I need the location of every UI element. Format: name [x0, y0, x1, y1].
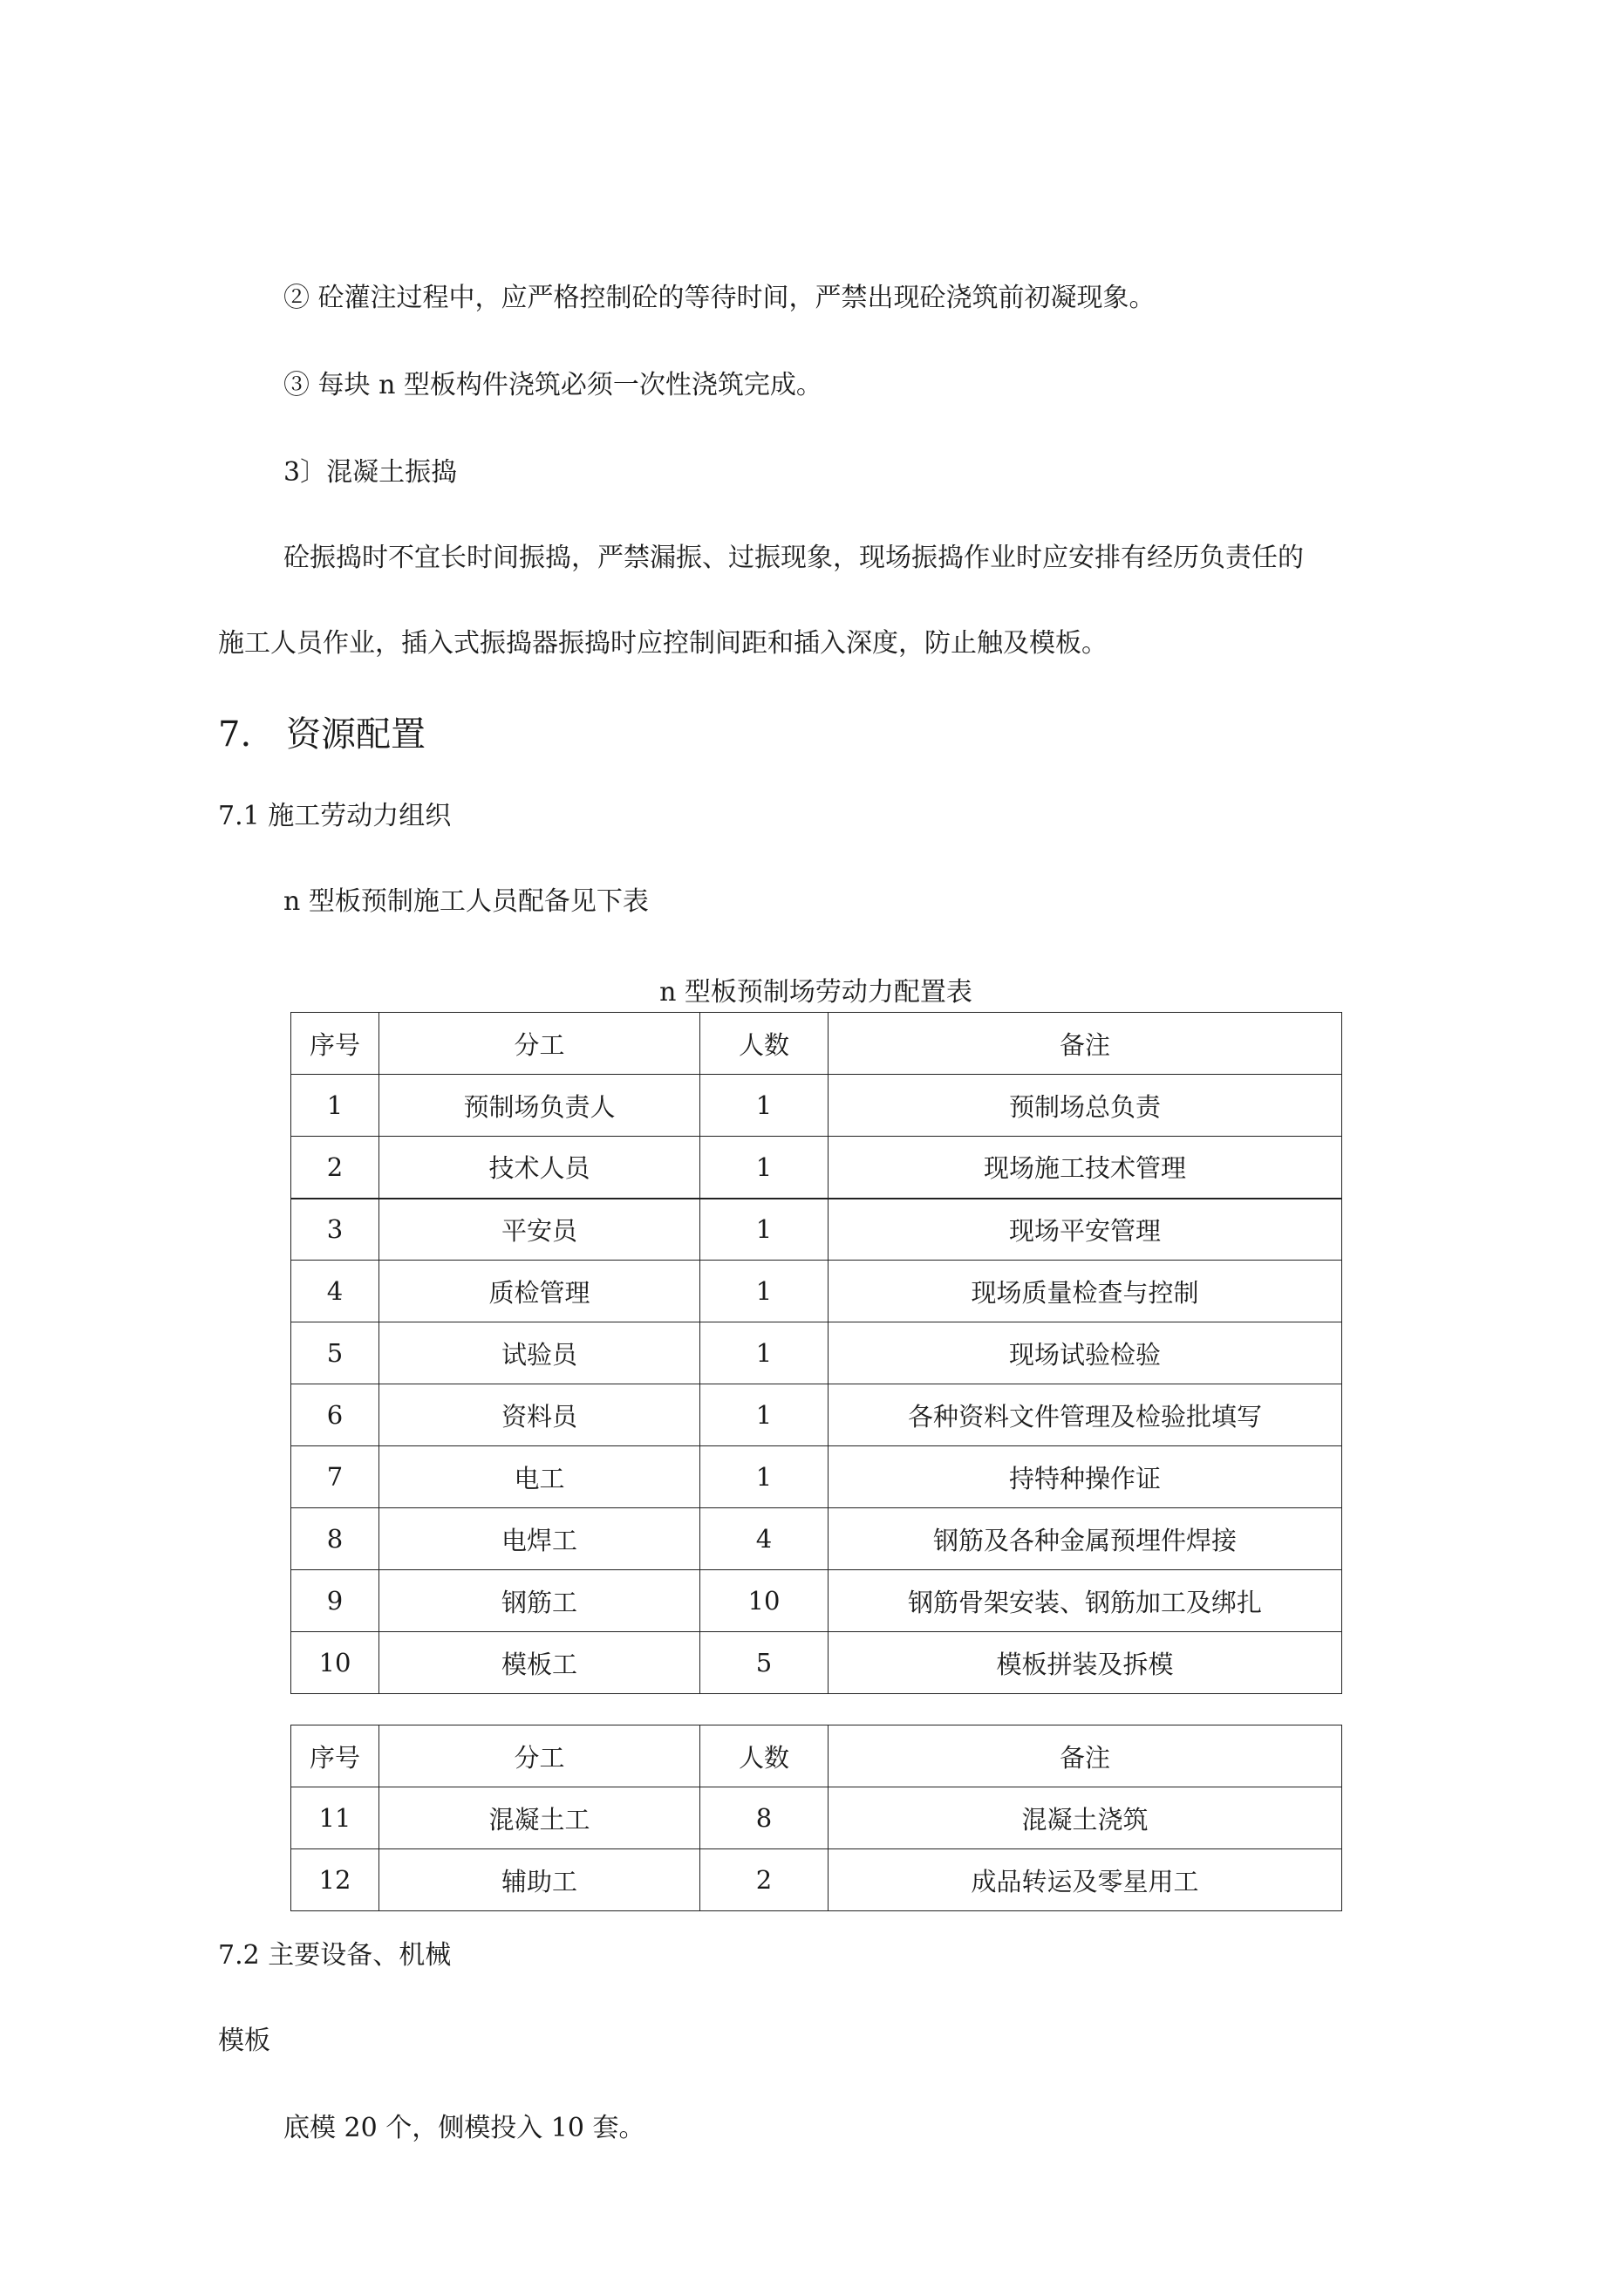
table-cell: 现场施工技术管理 — [829, 1137, 1342, 1199]
table-cell: 技术人员 — [379, 1137, 700, 1199]
table-cell: 11 — [291, 1787, 379, 1849]
table-cell: 1 — [700, 1137, 829, 1199]
table-cell: 4 — [700, 1508, 829, 1570]
table-cell: 混凝土工 — [379, 1787, 700, 1849]
table-cell: 8 — [700, 1787, 829, 1849]
table-cell: 4 — [291, 1261, 379, 1322]
table-cell: 5 — [291, 1322, 379, 1384]
table-cell: 现场平安管理 — [829, 1199, 1342, 1261]
table-cell: 预制场总负责 — [829, 1075, 1342, 1137]
table-cell: 8 — [291, 1508, 379, 1570]
paragraph-vibration-line-1: 砼振捣时不宜长时间振捣，严禁漏振、过振现象，现场振捣作业时应安排有经历负责任的 — [283, 543, 1304, 573]
section-title: 资源配置 — [286, 714, 426, 755]
header-cell: 分工 — [379, 1725, 700, 1787]
paragraph-single-pour: ③ 每块 n 型板构件浇筑必须一次性浇筑完成。 — [283, 370, 822, 400]
table-cell: 12 — [291, 1849, 379, 1911]
table-cell: 3 — [291, 1199, 379, 1261]
table-cell: 各种资料文件管理及检验批填写 — [829, 1384, 1342, 1446]
section-number: 7. — [218, 714, 252, 755]
table-row — [291, 1322, 1342, 1384]
table-row — [291, 1849, 1342, 1911]
table-cell: 电工 — [379, 1446, 700, 1508]
table-cell: 1 — [291, 1075, 379, 1137]
table-cell: 资料员 — [379, 1384, 700, 1446]
labor-table-intro: n 型板预制施工人员配备见下表 — [283, 886, 649, 917]
labor-table-caption: n 型板预制场劳动力配置表 — [659, 977, 972, 1008]
table-cell: 电焊工 — [379, 1508, 700, 1570]
table-row — [291, 1384, 1342, 1446]
header-cell: 备注 — [829, 1725, 1342, 1787]
labor-table — [290, 1012, 1342, 1694]
table-row — [291, 1570, 1342, 1632]
table-cell: 1 — [700, 1261, 829, 1322]
header-cell: 分工 — [379, 1013, 700, 1075]
table-row — [291, 1261, 1342, 1322]
paragraph-vibration-line-2: 施工人员作业，插入式振捣器振捣时应控制间距和插入深度，防止触及模板。 — [218, 628, 1108, 659]
table-cell: 预制场负责人 — [379, 1075, 700, 1137]
table-cell: 辅助工 — [379, 1849, 700, 1911]
header-cell: 人数 — [700, 1725, 829, 1787]
table-cell: 5 — [700, 1632, 829, 1694]
table-cell: 1 — [700, 1446, 829, 1508]
subsection-labor-organization: 7.1 施工劳动力组织 — [218, 801, 452, 831]
table-cell: 平安员 — [379, 1199, 700, 1261]
formwork-quantity-text: 底模 20 个，侧模投入 10 套。 — [283, 2113, 645, 2143]
header-cell: 人数 — [700, 1013, 829, 1075]
table-cell: 成品转运及零星用工 — [829, 1849, 1342, 1911]
header-cell: 备注 — [829, 1013, 1342, 1075]
table-row — [291, 1199, 1342, 1261]
table-cell: 钢筋及各种金属预埋件焊接 — [829, 1508, 1342, 1570]
table-cell: 现场试验检验 — [829, 1322, 1342, 1384]
table-cell: 试验员 — [379, 1322, 700, 1384]
table-cell: 1 — [700, 1384, 829, 1446]
table-row — [291, 1787, 1342, 1849]
table-cell: 混凝土浇筑 — [829, 1787, 1342, 1849]
subheading-concrete-vibration: 3〕混凝土振捣 — [283, 457, 458, 488]
table-cell: 6 — [291, 1384, 379, 1446]
table-cell: 1 — [700, 1199, 829, 1261]
table-row — [291, 1075, 1342, 1137]
paragraph-pouring-wait-time: ② 砼灌注过程中，应严格控制砼的等待时间，严禁出现砼浇筑前初凝现象。 — [283, 283, 1156, 313]
table-cell: 质检管理 — [379, 1261, 700, 1322]
section-heading-resources — [218, 713, 426, 756]
table-cell: 2 — [700, 1849, 829, 1911]
table-cell: 钢筋工 — [379, 1570, 700, 1632]
subsection-equipment: 7.2 主要设备、机械 — [218, 1940, 452, 1971]
header-cell: 序号 — [291, 1013, 379, 1075]
table-cell: 7 — [291, 1446, 379, 1508]
table-header-row — [291, 1725, 1342, 1787]
table-cell: 1 — [700, 1075, 829, 1137]
labor-table-continued — [290, 1725, 1342, 1911]
table-cell: 1 — [700, 1322, 829, 1384]
table-cell: 模板拼装及拆模 — [829, 1632, 1342, 1694]
table-cell: 模板工 — [379, 1632, 700, 1694]
table-row — [291, 1508, 1342, 1570]
table-cell: 钢筋骨架安装、钢筋加工及绑扎 — [829, 1570, 1342, 1632]
table-cell: 现场质量检查与控制 — [829, 1261, 1342, 1322]
table-cell: 10 — [291, 1632, 379, 1694]
table-cell: 9 — [291, 1570, 379, 1632]
table-row — [291, 1446, 1342, 1508]
table-row — [291, 1137, 1342, 1199]
equipment-item-formwork: 模板 — [218, 2026, 270, 2056]
table-cell: 10 — [700, 1570, 829, 1632]
table-header-row — [291, 1013, 1342, 1075]
table-cell: 持特种操作证 — [829, 1446, 1342, 1508]
table-row — [291, 1632, 1342, 1694]
table-cell: 2 — [291, 1137, 379, 1199]
header-cell: 序号 — [291, 1725, 379, 1787]
